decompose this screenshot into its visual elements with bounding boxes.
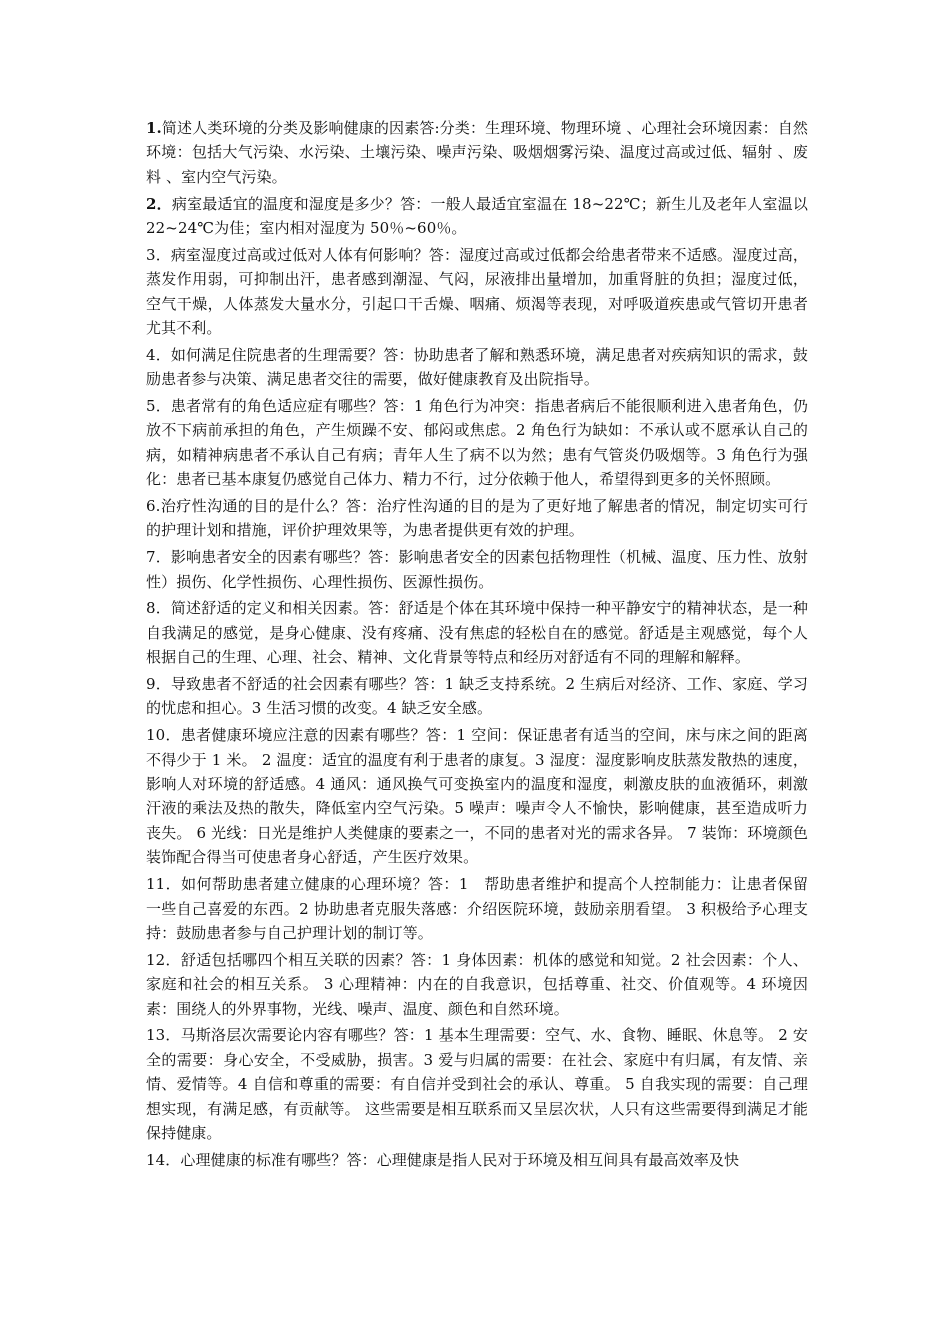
question-number: 8． — [146, 599, 171, 618]
qa-paragraph-13 — [146, 1023, 808, 1145]
question-number: 6. — [146, 497, 161, 516]
qa-paragraph-3 — [146, 243, 808, 341]
question-text: 患者健康环境应注意的因素有哪些？答：1 空间：保证患者有适当的空间，床与床之间的距离不得少于 1 米。 2 温度：适宜的温度有利于患者的康复。3 湿度：湿度影响皮肤蒸发散热的速度，影响人对环境的舒适感。4 通风：通风换气可变换室内的温度和湿度，刺激皮肤的血液循环，刺激汗液的乘法及热的散失，降低室内空气污染。5 噪声：噪声令人不愉快，影响健康，甚至造成听力丧失。 6 光线：日光是维护人类健康的要素之一，不同的患者对光的需求各异。 7 装饰：环境颜色装饰配合得当可使患者身心舒适，产生医疗效果。 — [146, 726, 809, 867]
qa-paragraph-1 — [146, 116, 808, 189]
qa-paragraph-14 — [146, 1148, 808, 1172]
question-number: 2． — [146, 194, 172, 213]
question-number: 4． — [146, 345, 171, 364]
question-text: 舒适包括哪四个相互关联的因素？答：1 身体因素：机体的感觉和知觉。2 社会因素：个人、家庭和社会的相互关系。 3 心理精神：内在的自我意识，包括尊重、社交、价值观等。4 环境因素：围绕人的外界事物，光线、噪声、温度、颜色和自然环境。 — [146, 950, 808, 1018]
question-number: 14． — [146, 1150, 181, 1169]
qa-paragraph-6 — [146, 494, 808, 543]
qa-paragraph-9 — [146, 672, 808, 721]
question-number: 12． — [146, 950, 181, 969]
question-text: 病室湿度过高或过低对人体有何影响？答：湿度过高或过低都会给患者带来不适感。湿度过高，蒸发作用弱，可抑制出汗，患者感到潮湿、气闷，尿液排出量增加，加重肾脏的负担；湿度过低，空气干燥，人体蒸发大量水分，引起口干舌燥、咽痛、烦渴等表现，对呼吸道疾患或气管切开患者尤其不利。 — [146, 245, 808, 338]
question-text: 影响患者安全的因素有哪些？答：影响患者安全的因素包括物理性（机械、温度、压力性、放射性）损伤、化学性损伤、心理性损伤、医源性损伤。 — [146, 548, 808, 591]
question-number: 3． — [146, 245, 171, 264]
qa-paragraph-2 — [146, 192, 808, 241]
question-number: 10． — [146, 726, 181, 745]
qa-paragraph-11 — [146, 872, 808, 945]
question-number: 13． — [146, 1026, 181, 1045]
question-text: 导致患者不舒适的社会因素有哪些？答：1 缺乏支持系统。2 生病后对经济、工作、家庭、学习的忧虑和担心。3 生活习惯的改变。4 缺乏安全感。 — [146, 675, 809, 718]
question-text: 心理健康的标准有哪些？答：心理健康是指人民对于环境及相互间具有最高效率及快 — [180, 1150, 740, 1169]
question-text: 治疗性沟通的目的是什么？答：治疗性沟通的目的是为了更好地了解患者的情况，制定切实可行的护理计划和措施，评价护理效果等，为患者提供更有效的护理。 — [146, 497, 808, 540]
qa-paragraph-8 — [146, 596, 808, 669]
question-text: 病室最适宜的温度和湿度是多少？答：一般人最适宜室温在 18~22℃；新生儿及老年人室温以 22~24℃为佳；室内相对湿度为 50％~60％。 — [146, 194, 808, 238]
question-text: 简述人类环境的分类及影响健康的因素答:分类：生理环境、物理环境 、心理社会环境因素：自然环境：包括大气污染、水污染、土壤污染、噪声污染、吸烟烟雾污染、温度过高或过低、辐射 、废料 、室内空气污染。 — [146, 119, 808, 186]
question-number: 5． — [146, 397, 171, 416]
question-number: 9． — [146, 675, 171, 694]
question-number: 1. — [146, 119, 162, 137]
question-text: 简述舒适的定义和相关因素。答：舒适是个体在其环境中保持一种平静安宁的精神状态，是一种自我满足的感觉，是身心健康、没有疼痛、没有焦虑的轻松自在的感觉。舒适是主观感觉，每个人根据自己的生理、心理、社会、精神、文化背景等特点和经历对舒适有不同的理解和解释。 — [146, 599, 808, 667]
question-text: 马斯洛层次需要论内容有哪些？答：1 基本生理需要：空气、水、食物、睡眠、休息等。 2 安全的需要：身心安全，不受威胁，损害。3 爱与归属的需要：在社会、家庭中有归属，有友情、亲情、爱情等。4 自信和尊重的需要：有自信并受到社会的承认、尊重。 5 自我实现的需要：自己理想实现，有满足感，有贡献等。 这些需要是相互联系而又呈层次状，人只有这些需要得到满足才能保持健康。 — [146, 1026, 809, 1142]
question-text: 如何满足住院患者的生理需要？答：协助患者了解和熟悉环境，满足患者对疾病知识的需求，鼓励患者参与决策、满足患者交往的需要，做好健康教育及出院指导。 — [146, 345, 808, 389]
question-text: 患者常有的角色适应症有哪些？答：1 角色行为冲突：指患者病后不能很顺利进入患者角色，仍放不下病前承担的角色，产生烦躁不安、郁闷或焦虑。2 角色行为缺如：不承认或不愿承认自己的病，如精神病患者不承认自己有病；青年人生了病不以为然；患有气管炎仍吸烟等。3 角色行为强化：患者已基本康复仍感觉自己体力、精力不行，过分依赖于他人，希望得到更多的关怀照顾。 — [146, 397, 808, 489]
question-number: 11． — [146, 875, 182, 894]
qa-paragraph-5 — [146, 394, 808, 492]
question-number: 7． — [146, 548, 171, 567]
qa-paragraph-12 — [146, 948, 808, 1021]
document-body — [146, 116, 808, 1175]
qa-paragraph-7 — [146, 545, 808, 594]
question-text: 如何帮助患者建立健康的心理环境？答：1 帮助患者维护和提高个人控制能力：让患者保留一些自己喜爱的东西。2 协助患者克服失落感：介绍医院环境，鼓励亲朋看望。 3 积极给予心理支持：鼓励患者参与自己护理计划的制订等。 — [146, 875, 808, 942]
qa-paragraph-4 — [146, 343, 808, 392]
qa-paragraph-10 — [146, 723, 808, 869]
